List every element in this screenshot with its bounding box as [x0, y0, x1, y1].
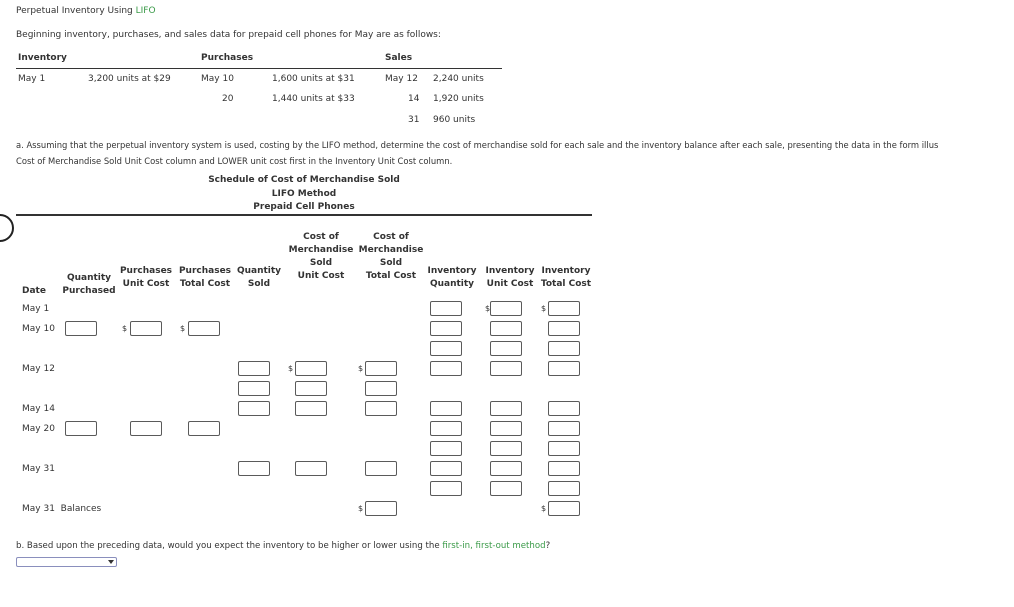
currency-sign: $	[541, 504, 547, 513]
inventory-total-cost-input[interactable]	[548, 461, 580, 476]
inventory-total-cost-input[interactable]	[548, 301, 580, 316]
part-a-instructions-cont: Cost of Merchandise Sold Unit Cost column and LOWER unit cost first in the Inventory Unit Cost column.	[16, 156, 453, 166]
currency-sign: $	[541, 304, 547, 313]
inventory-unit-cost-input[interactable]	[490, 401, 522, 416]
col-label: Quantity	[236, 266, 282, 276]
col-label: Unit Cost	[122, 279, 170, 289]
inventory-unit-cost-input[interactable]	[490, 301, 522, 316]
inventory-quantity-input[interactable]	[430, 461, 462, 476]
cms-unit-cost-input[interactable]	[295, 461, 327, 476]
col-label: Total Cost	[179, 279, 231, 289]
inventory-quantity-input[interactable]	[430, 321, 462, 336]
inventory-total-cost-input[interactable]	[548, 341, 580, 356]
purchase-detail: 1,600 units at $31	[272, 74, 355, 84]
given-table-rule	[16, 68, 502, 69]
col-cms-unit-cost	[284, 231, 358, 283]
title-text: Perpetual Inventory Using	[16, 6, 136, 16]
inventory-header: Inventory	[18, 53, 67, 63]
currency-sign: $	[288, 364, 294, 373]
col-label: Total Cost	[540, 279, 592, 289]
col-label: Purchases	[178, 266, 232, 276]
col-label: Merchandise	[288, 245, 354, 255]
row-label-balances: May 31 Balances	[22, 504, 102, 514]
currency-sign: $	[358, 504, 364, 513]
side-marker	[0, 214, 14, 242]
inventory-unit-cost-input[interactable]	[490, 321, 522, 336]
schedule-title: Schedule of Cost of Merchandise Sold	[208, 175, 400, 185]
inventory-quantity-input[interactable]	[430, 481, 462, 496]
col-label: Sold	[247, 279, 271, 289]
row-label-may-12: May 12	[22, 364, 55, 374]
inventory-quantity-input[interactable]	[430, 361, 462, 376]
col-cms-total-cost	[354, 231, 428, 283]
purchases-header: Purchases	[201, 53, 254, 63]
currency-sign: $	[485, 304, 491, 313]
cms-total-cost-input[interactable]	[365, 381, 397, 396]
purchases-total-cost-input[interactable]	[188, 321, 220, 336]
page-title	[16, 6, 156, 16]
col-label: Inventory	[427, 266, 477, 276]
inventory-total-cost-input[interactable]	[548, 441, 580, 456]
row-label-may-1: May 1	[22, 304, 50, 314]
row-label-may-14: May 14	[22, 404, 55, 414]
col-purchases-unit-cost	[116, 265, 176, 291]
inventory-quantity-input[interactable]	[430, 341, 462, 356]
col-label: Sold	[379, 258, 403, 268]
currency-sign: $	[180, 324, 186, 333]
inventory-quantity-input[interactable]	[430, 441, 462, 456]
purchase-date: 20	[222, 94, 234, 104]
col-label: Quantity	[66, 273, 112, 283]
col-label: Unit Cost	[486, 279, 534, 289]
col-label: Sold	[309, 258, 333, 268]
col-date: Date	[22, 286, 46, 296]
quantity-purchased-input[interactable]	[65, 321, 97, 336]
inventory-quantity-input[interactable]	[430, 401, 462, 416]
purchases-total-cost-input[interactable]	[188, 421, 220, 436]
sale-date: May 12	[385, 74, 418, 84]
inventory-total-cost-input[interactable]	[548, 421, 580, 436]
cms-unit-cost-input[interactable]	[295, 361, 327, 376]
row-label-may-31: May 31	[22, 464, 55, 474]
purchases-unit-cost-input[interactable]	[130, 321, 162, 336]
inventory-quantity-input[interactable]	[430, 301, 462, 316]
sale-detail: 960 units	[433, 115, 476, 125]
quantity-purchased-input[interactable]	[65, 421, 97, 436]
inventory-unit-cost-input[interactable]	[490, 461, 522, 476]
inventory-total-cost-input[interactable]	[548, 321, 580, 336]
sale-detail: 2,240 units	[433, 74, 484, 84]
sale-date: 14	[408, 94, 420, 104]
inventory-total-cost-input[interactable]	[548, 481, 580, 496]
cms-total-cost-input[interactable]	[365, 401, 397, 416]
inventory-unit-cost-input[interactable]	[490, 441, 522, 456]
col-label: Cost of	[373, 232, 409, 242]
part-b-question	[16, 541, 550, 551]
inventory-detail: 3,200 units at $29	[88, 74, 171, 84]
inventory-total-cost-input[interactable]	[548, 401, 580, 416]
col-label: Merchandise	[358, 245, 424, 255]
purchase-detail: 1,440 units at $33	[272, 94, 355, 104]
col-label: Quantity	[429, 279, 475, 289]
col-label: Inventory	[485, 266, 535, 276]
sale-date: 31	[408, 115, 420, 125]
chevron-down-icon	[108, 560, 114, 564]
quantity-sold-input[interactable]	[238, 401, 270, 416]
part-a-instructions: a. Assuming that the perpetual inventory system is used, costing by the LIFO method, determine the cost of merchandise sold for each sale and the inventory balance after each sale, presenting the data in the form illus	[16, 140, 939, 150]
inventory-total-cost-balance-input[interactable]	[548, 501, 580, 516]
cms-unit-cost-input[interactable]	[295, 381, 327, 396]
col-quantity-purchased	[56, 272, 122, 298]
col-inventory-total-cost	[537, 265, 595, 291]
inventory-unit-cost-input[interactable]	[490, 361, 522, 376]
col-label: Cost of	[303, 232, 339, 242]
part-b-suffix: ?	[545, 541, 551, 551]
schedule-method: LIFO Method	[271, 189, 337, 199]
higher-lower-dropdown[interactable]	[16, 557, 117, 567]
cms-unit-cost-input[interactable]	[295, 401, 327, 416]
fifo-link[interactable]: first-in, first-out method	[442, 541, 546, 551]
row-label-may-20: May 20	[22, 424, 55, 434]
col-label: Purchases	[119, 266, 173, 276]
lifo-link[interactable]: LIFO	[135, 6, 156, 16]
inventory-total-cost-input[interactable]	[548, 361, 580, 376]
cms-total-cost-input[interactable]	[365, 361, 397, 376]
sales-header: Sales	[385, 53, 413, 63]
col-quantity-sold	[232, 265, 286, 291]
inventory-date: May 1	[18, 74, 46, 84]
col-inventory-quantity	[424, 265, 480, 291]
currency-sign: $	[358, 364, 364, 373]
inventory-unit-cost-input[interactable]	[490, 481, 522, 496]
col-label: Inventory	[541, 266, 591, 276]
cms-total-cost-input[interactable]	[365, 461, 397, 476]
intro-text: Beginning inventory, purchases, and sales data for prepaid cell phones for May are as follows:	[16, 30, 441, 40]
schedule-rule	[16, 214, 592, 216]
col-label: Purchased	[62, 286, 116, 296]
inventory-unit-cost-input[interactable]	[490, 341, 522, 356]
quantity-sold-input[interactable]	[238, 361, 270, 376]
inventory-quantity-input[interactable]	[430, 421, 462, 436]
purchases-unit-cost-input[interactable]	[130, 421, 162, 436]
quantity-sold-input[interactable]	[238, 381, 270, 396]
row-label-may-10: May 10	[22, 324, 55, 334]
col-purchases-total-cost	[174, 265, 236, 291]
sale-detail: 1,920 units	[433, 94, 484, 104]
quantity-sold-input[interactable]	[238, 461, 270, 476]
col-inventory-unit-cost	[481, 265, 539, 291]
schedule-product: Prepaid Cell Phones	[253, 202, 355, 212]
cms-total-cost-balance-input[interactable]	[365, 501, 397, 516]
purchase-date: May 10	[201, 74, 234, 84]
col-label: Unit Cost	[297, 271, 345, 281]
inventory-unit-cost-input[interactable]	[490, 421, 522, 436]
col-label: Total Cost	[365, 271, 417, 281]
currency-sign: $	[122, 324, 128, 333]
part-b-text: b. Based upon the preceding data, would you expect the inventory to be higher or lower using the	[16, 541, 443, 551]
